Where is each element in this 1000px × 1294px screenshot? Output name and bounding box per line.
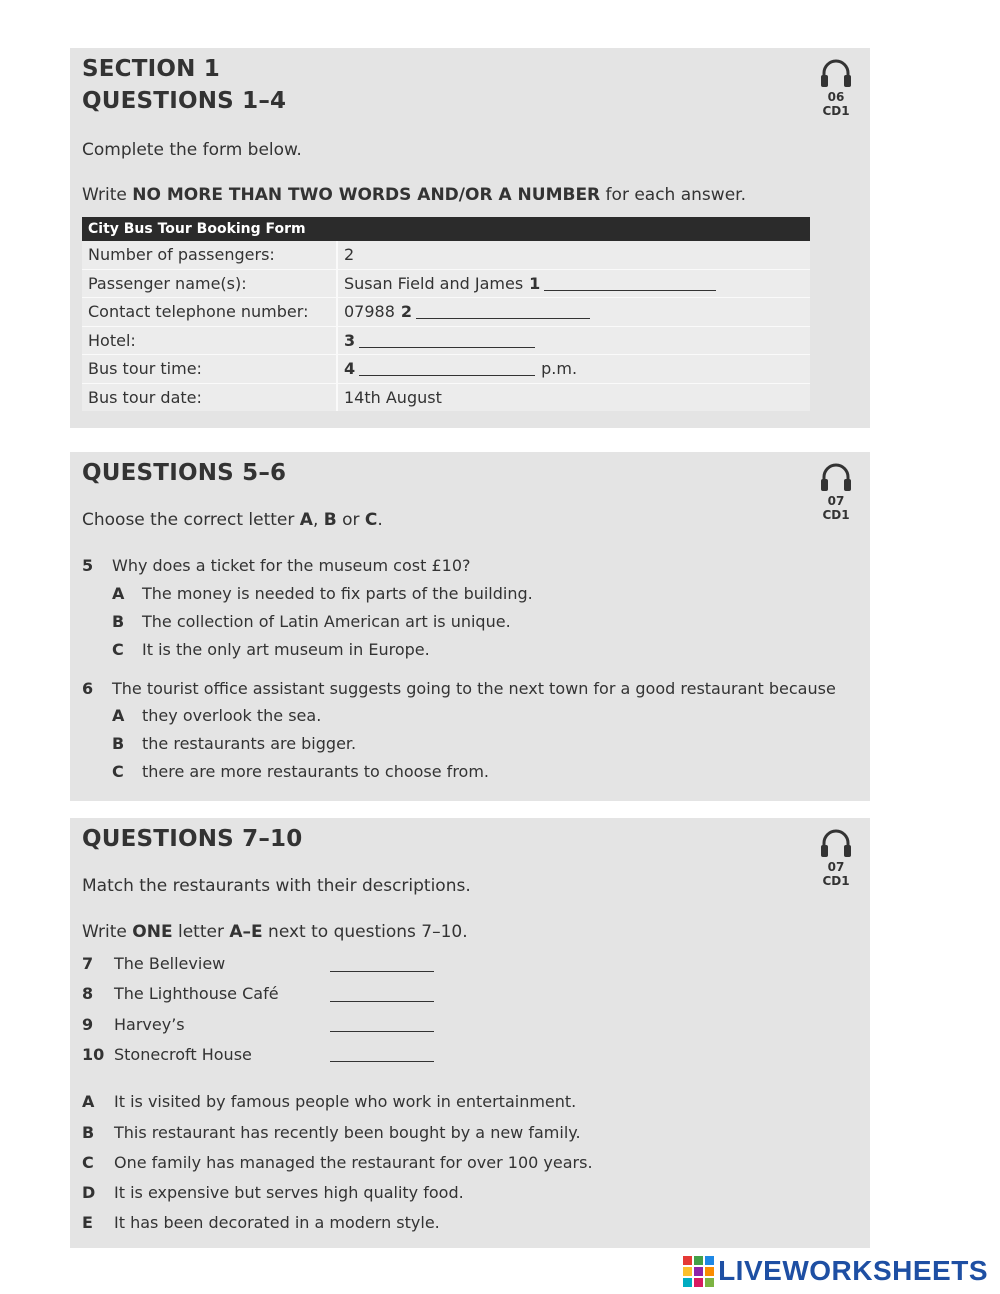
logo-square — [694, 1278, 703, 1287]
instruction-text: Complete the form below. — [82, 140, 302, 160]
option-5c[interactable]: C It is the only art museum in Europe. — [112, 640, 430, 659]
option-6b[interactable]: B the restaurants are bigger. — [112, 734, 357, 753]
logo-text: LIVEWORKSHEETS — [718, 1255, 988, 1286]
question-number: 2 — [400, 302, 413, 322]
form-row — [82, 241, 810, 270]
instruction-text: Choose the correct letter A, B or C. — [82, 510, 383, 530]
description-a: A It is visited by famous people who work in entertainment. — [82, 1092, 577, 1111]
form-label: Passenger name(s): — [82, 270, 338, 298]
logo-square — [683, 1267, 692, 1276]
form-value: Susan Field and James 1 — [338, 270, 716, 298]
question-5: 5 Why does a ticket for the museum cost £10? — [82, 556, 471, 575]
booking-form — [82, 217, 810, 411]
match-item-10: 10 Stonecroft House — [82, 1045, 252, 1064]
section-1-panel — [70, 48, 870, 428]
question-6: 6 The tourist office assistant suggests going to the next town for a good restaurant because — [82, 679, 836, 698]
questions-heading: QUESTIONS 5–6 — [82, 460, 287, 486]
logo-grid-icon — [683, 1256, 714, 1287]
description-d: D It is expensive but serves high quality food. — [82, 1183, 464, 1202]
audio-track-badge[interactable] — [816, 462, 856, 522]
form-value: 4 p.m. — [338, 355, 577, 383]
description-c: C One family has managed the restaurant for over 100 years. — [82, 1153, 593, 1172]
section-2-panel — [70, 452, 870, 801]
description-e: E It has been decorated in a modern style. — [82, 1213, 440, 1232]
headphones-icon — [819, 462, 853, 492]
audio-cd-label: CD1 — [822, 104, 850, 118]
form-label: Contact telephone number: — [82, 298, 338, 326]
headphones-icon — [819, 58, 853, 88]
audio-track-badge[interactable] — [816, 58, 856, 118]
form-value: 07988 2 — [338, 298, 590, 326]
logo-square — [705, 1278, 714, 1287]
audio-track-badge[interactable] — [816, 828, 856, 888]
audio-cd-label: CD1 — [822, 874, 850, 888]
question-number: 4 — [344, 359, 356, 379]
form-value — [338, 327, 535, 355]
liveworksheets-logo[interactable] — [683, 1254, 988, 1288]
match-item-7: 7 The Belleview — [82, 954, 226, 973]
answer-blank-4[interactable] — [359, 361, 535, 376]
question-number: 1 — [529, 273, 541, 293]
answer-blank-7[interactable] — [330, 971, 434, 972]
logo-square — [705, 1256, 714, 1265]
option-6c[interactable]: C there are more restaurants to choose from. — [112, 762, 489, 781]
description-b: B This restaurant has recently been bought by a new family. — [82, 1123, 581, 1142]
logo-square — [694, 1267, 703, 1276]
form-row — [82, 327, 810, 356]
answer-blank-9[interactable] — [330, 1031, 434, 1032]
form-row — [82, 298, 810, 327]
answer-blank-8[interactable] — [330, 1001, 434, 1002]
word-limit-instruction: Write NO MORE THAN TWO WORDS AND/OR A NUMBER for each answer. — [82, 185, 746, 205]
match-item-9: 9 Harvey’s — [82, 1015, 185, 1034]
form-label: Number of passengers: — [82, 241, 338, 269]
option-6a[interactable]: A they overlook the sea. — [112, 706, 322, 725]
answer-blank-1[interactable] — [544, 276, 716, 291]
answer-blank-2[interactable] — [416, 304, 590, 319]
question-number: 3 — [344, 330, 356, 350]
form-row — [82, 384, 810, 412]
option-5a[interactable]: A The money is needed to fix parts of the building. — [112, 584, 533, 603]
answer-blank-3[interactable] — [359, 333, 535, 348]
instruction-text: Match the restaurants with their descriptions. — [82, 876, 471, 896]
audio-track-number: 07 — [827, 494, 845, 508]
form-title: City Bus Tour Booking Form — [82, 217, 810, 241]
logo-square — [683, 1278, 692, 1287]
option-5b[interactable]: B The collection of Latin American art is unique. — [112, 612, 511, 631]
form-row — [82, 355, 810, 384]
section-3-panel — [70, 818, 870, 1248]
answer-blank-10[interactable] — [330, 1061, 434, 1062]
form-row — [82, 270, 810, 299]
form-value: 2 — [344, 245, 355, 265]
audio-cd-label: CD1 — [822, 508, 850, 522]
form-value: 14th August — [344, 387, 442, 407]
logo-square — [694, 1256, 703, 1265]
audio-track-number: 06 — [827, 90, 845, 104]
headphones-icon — [819, 828, 853, 858]
questions-heading: QUESTIONS 7–10 — [82, 826, 303, 852]
form-label: Bus tour time: — [82, 355, 338, 383]
match-item-8: 8 The Lighthouse Café — [82, 984, 279, 1003]
letter-instruction: Write ONE letter A–E next to questions 7–10. — [82, 922, 468, 942]
logo-square — [705, 1267, 714, 1276]
audio-track-number: 07 — [827, 860, 845, 874]
form-label: Hotel: — [82, 327, 338, 355]
section-title: SECTION 1 — [82, 56, 221, 82]
questions-heading: QUESTIONS 1–4 — [82, 88, 287, 114]
form-label: Bus tour date: — [82, 384, 338, 412]
logo-square — [683, 1256, 692, 1265]
